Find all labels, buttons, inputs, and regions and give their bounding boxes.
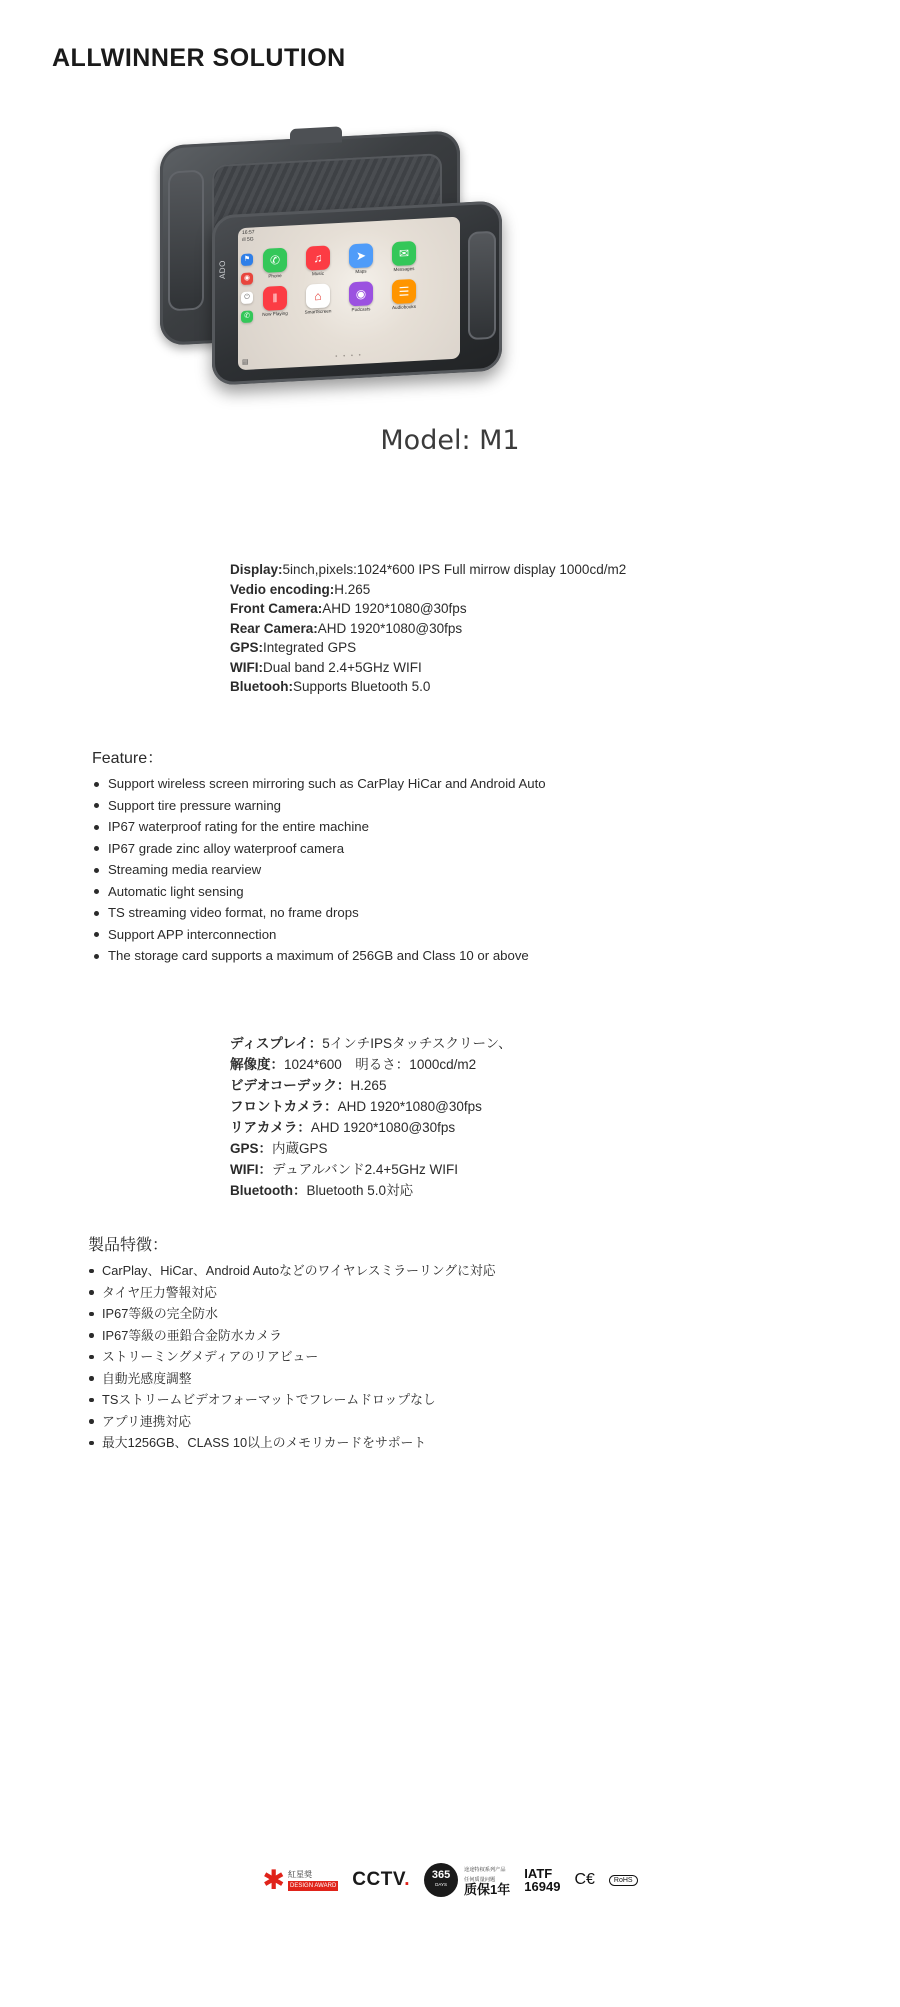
list-item: Support tire pressure warning <box>92 797 652 815</box>
list-item: CarPlay、HiCar、Android Autoなどのワイヤレスミラーリングに対応 <box>88 1262 708 1280</box>
red-star-award-badge <box>262 1864 338 1895</box>
app-tile[interactable] <box>301 245 335 279</box>
app-tile[interactable] <box>258 285 292 319</box>
spec-key: フロントカメラ： <box>230 1099 338 1114</box>
spec-row <box>230 658 650 678</box>
quality-main: 质保1年 <box>464 1882 511 1897</box>
app-label: Music <box>312 270 324 277</box>
messages-icon[interactable]: ✉ <box>392 241 416 266</box>
star-award-text <box>288 1870 338 1891</box>
front-side-bracket <box>468 231 496 340</box>
spec-row <box>230 1138 670 1159</box>
app-grid[interactable] <box>258 239 456 319</box>
spec-row <box>230 1075 670 1096</box>
list-item: Support wireless screen mirroring such as CarPlay HiCar and Android Auto <box>92 775 652 793</box>
app-label: SmartScreen <box>304 308 332 315</box>
list-item: IP67 grade zinc alloy waterproof camera <box>92 840 652 858</box>
list-item: TSストリームビデオフォーマットでフレームドロップなし <box>88 1391 708 1409</box>
star-award-main: 紅星奨 <box>288 1869 313 1879</box>
spec-row <box>230 580 650 600</box>
feature-title-english: Feature： <box>92 750 164 767</box>
rear-mount-nub <box>290 126 342 145</box>
star-icon: ✱ <box>262 1864 286 1895</box>
list-item: タイヤ圧力警報対応 <box>88 1284 708 1302</box>
spec-value: 内蔵GPS <box>272 1141 328 1156</box>
spec-key: Vedio encoding: <box>230 581 335 597</box>
spec-row <box>230 638 650 658</box>
spec-row <box>230 1033 670 1054</box>
status-time: 16:57 <box>242 229 255 237</box>
iatf-number: 16949 <box>524 1879 561 1894</box>
spec-key: Bluetooth： <box>230 1183 307 1198</box>
spec-row <box>230 1054 670 1075</box>
spec-key: GPS： <box>230 1141 273 1156</box>
app-label: Audiobooks <box>391 303 416 311</box>
365-days-icon <box>424 1863 458 1897</box>
spec-row <box>230 619 650 639</box>
app-tile[interactable] <box>344 281 378 315</box>
list-item: Automatic light sensing <box>92 883 652 901</box>
cctv-dot: . <box>404 1869 411 1890</box>
spec-row <box>230 1180 670 1201</box>
feature-title-japanese: 製品特徴： <box>88 1237 169 1254</box>
spec-value: 5inch,pixels:1024*600 IPS Full mirrow display 1000cd/m2 <box>282 562 627 577</box>
list-item: 自動光感度調整 <box>88 1370 708 1388</box>
spec-value: AHD 1920*1080@30fps <box>310 1120 456 1135</box>
spec-key: Rear Camera: <box>230 620 318 636</box>
app-label: Maps <box>355 268 367 275</box>
list-item: IP67等級の亜鉛合金防水カメラ <box>88 1327 708 1345</box>
app-label: Phone <box>268 272 282 279</box>
quality-guarantee-badge <box>464 1865 510 1895</box>
cctv-badge <box>352 1869 410 1891</box>
spec-key: リアカメラ： <box>230 1120 311 1135</box>
list-item: IP67 waterproof rating for the entire machine <box>92 818 652 836</box>
rohs-mark-icon: RoHS <box>609 1875 638 1886</box>
list-item: アプリ連携対応 <box>88 1413 708 1431</box>
status-bar <box>242 229 255 244</box>
cctv-label: CCTV <box>352 1869 405 1890</box>
device-front-view <box>212 200 502 385</box>
model-label: Model: M1 <box>380 425 520 456</box>
spec-row <box>230 1096 670 1117</box>
spec-value: AHD 1920*1080@30fps <box>337 1099 482 1114</box>
app-label: Podcasts <box>351 306 371 313</box>
list-item: The storage card supports a maximum of 256GB and Class 10 or above <box>92 947 652 965</box>
spec-value: H.265 <box>334 581 371 597</box>
brand-logo: ADO <box>218 259 227 280</box>
record-icon[interactable]: ◉ <box>241 272 253 285</box>
phone-icon[interactable]: ✆ <box>263 248 287 273</box>
spec-row <box>230 1159 670 1180</box>
list-item: IP67等級の完全防水 <box>88 1305 708 1323</box>
spec-key: 解像度： <box>230 1057 284 1072</box>
iatf-label: IATF <box>524 1866 553 1881</box>
spec-row <box>230 677 650 697</box>
maps-icon[interactable]: ➤ <box>349 243 373 268</box>
list-item: ストリーミングメディアのリアビュー <box>88 1348 708 1366</box>
power-icon[interactable]: ⏻ <box>241 291 253 304</box>
spec-key: WIFI： <box>230 1162 272 1177</box>
phone-icon[interactable]: ✆ <box>241 310 253 323</box>
spec-row <box>230 599 650 619</box>
grid-icon[interactable]: ▤ <box>242 358 249 367</box>
spec-key: ビデオコーデック： <box>230 1078 351 1093</box>
app-tile[interactable] <box>387 279 421 313</box>
spec-key: Bluetooh: <box>230 679 293 694</box>
feature-list-japanese <box>88 1262 708 1456</box>
spec-value: H.265 <box>350 1078 387 1093</box>
feature-list-english <box>92 775 652 969</box>
spec-list-english <box>230 560 650 697</box>
star-award-sub: DESIGN AWARD <box>290 1882 337 1889</box>
now-playing-icon[interactable]: ‖ <box>263 286 287 311</box>
spec-value: 1024*600 明るさ：1000cd/m2 <box>284 1057 477 1072</box>
smartscreen-icon[interactable]: ⌂ <box>306 283 330 308</box>
spec-value: Bluetooth 5.0対応 <box>306 1183 414 1198</box>
rear-side-bracket <box>168 170 204 312</box>
status-signal: ıll 5G <box>242 236 254 244</box>
spec-list-japanese <box>230 1033 670 1201</box>
spec-key: GPS: <box>230 640 264 655</box>
spec-key: Front Camera: <box>230 601 323 616</box>
quality-note-line2: 任何质量问题 <box>464 1877 496 1883</box>
list-item: TS streaming video format, no frame drops <box>92 904 652 922</box>
app-tile[interactable] <box>344 243 378 277</box>
app-tile[interactable] <box>301 283 335 317</box>
spec-key: Display: <box>230 562 283 577</box>
page-indicator: • • • • <box>335 352 363 361</box>
spec-value: AHD 1920*1080@30fps <box>317 620 463 636</box>
screen-left-rail[interactable] <box>240 253 254 323</box>
page-title: ALLWINNER SOLUTION <box>52 44 346 72</box>
spec-key: WIFI: <box>230 659 263 675</box>
days-number: 365 <box>431 1869 451 1881</box>
product-image <box>150 130 570 400</box>
spec-row <box>230 560 650 580</box>
spec-value: Dual band 2.4+5GHz WIFI <box>263 659 422 675</box>
music-icon[interactable]: ♫ <box>306 245 330 270</box>
spec-value: Supports Bluetooth 5.0 <box>293 679 431 694</box>
person-icon[interactable]: ⚑ <box>241 253 253 266</box>
app-tile[interactable] <box>387 241 421 275</box>
spec-key: ディスプレイ： <box>230 1036 323 1051</box>
app-label: Now Playing <box>262 310 288 317</box>
spec-row <box>230 1117 670 1138</box>
warranty-badge-group <box>424 1863 510 1897</box>
app-tile[interactable] <box>258 247 292 281</box>
audiobooks-icon[interactable]: ☰ <box>392 279 416 304</box>
list-item: Support APP interconnection <box>92 926 652 944</box>
quality-note-line1: 途途特权系列产品 <box>464 1867 506 1873</box>
device-screen[interactable] <box>238 217 460 371</box>
spec-value: 5インチIPSタッチスクリーン、 <box>322 1036 512 1051</box>
app-label: Messages <box>393 265 415 273</box>
list-item: Streaming media rearview <box>92 861 652 879</box>
spec-value: Integrated GPS <box>263 640 357 655</box>
list-item: 最大1256GB、CLASS 10以上のメモリカードをサポート <box>88 1434 708 1452</box>
podcasts-icon[interactable]: ◉ <box>349 281 373 306</box>
days-text: DAYS <box>435 1882 447 1887</box>
ce-mark-icon: C€ <box>574 1871 595 1888</box>
spec-value: デュアルバンド2.4+5GHz WIFI <box>272 1162 459 1177</box>
spec-value: AHD 1920*1080@30fps <box>322 601 467 616</box>
certification-badges <box>0 1858 900 1902</box>
iatf-badge <box>524 1867 560 1893</box>
